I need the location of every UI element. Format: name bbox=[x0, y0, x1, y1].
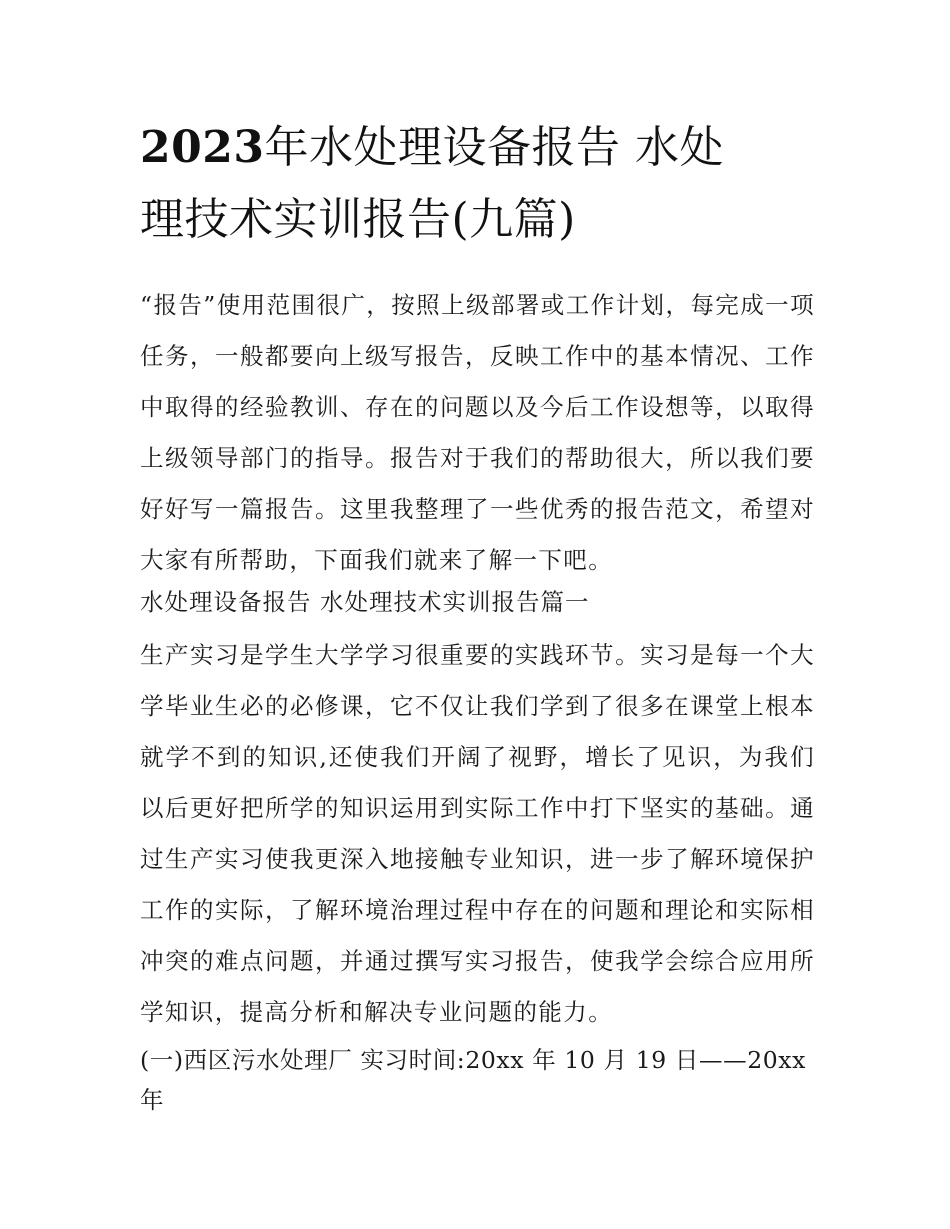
section-heading: 水处理设备报告 水处理技术实训报告篇一 bbox=[140, 588, 590, 616]
document-title bbox=[140, 112, 820, 256]
title-year: 2023 bbox=[140, 122, 265, 173]
site-info-line: (一)西区污水处理厂 实习时间:20xx 年 10 月 19 日——20xx 年 bbox=[140, 1046, 806, 1114]
section-paragraph: 生产实习是学生大学学习很重要的实践环节。实习是每一个大学毕业生必的必修课，它不仅让我们学到了很多在课堂上根本就学不到的知识,还使我们开阔了视野，增长了见识，为我们以后更好把所学的知识运用到实际工作中打下坚实的基础。通过生产实习使我更深入地接触专业知识，进一步了解环境保护工作的实际，了解环境治理过程中存在的问题和理论和实际相冲突的难点问题，并通过撰写实习报告，使我学会综合应用所学知识，提高分析和解决专业问题的能力。 bbox=[140, 641, 815, 1026]
intro-paragraph: “报告”使用范围很广，按照上级部署或工作计划，每完成一项任务，一般都要向上级写报告，反映工作中的基本情况、工作中取得的经验教训、存在的问题以及今后工作设想等，以取得上级领导部门的指导。报告对于我们的帮助很大，所以我们要好好写一篇报告。这里我整理了一些优秀的报告范文，希望对大家有所帮助，下面我们就来了解一下吧。 bbox=[140, 291, 815, 574]
title-line-2: 理技术实训报告(九篇) bbox=[140, 194, 576, 245]
title-line-1: 年水处理设备报告 水处 bbox=[264, 122, 724, 173]
